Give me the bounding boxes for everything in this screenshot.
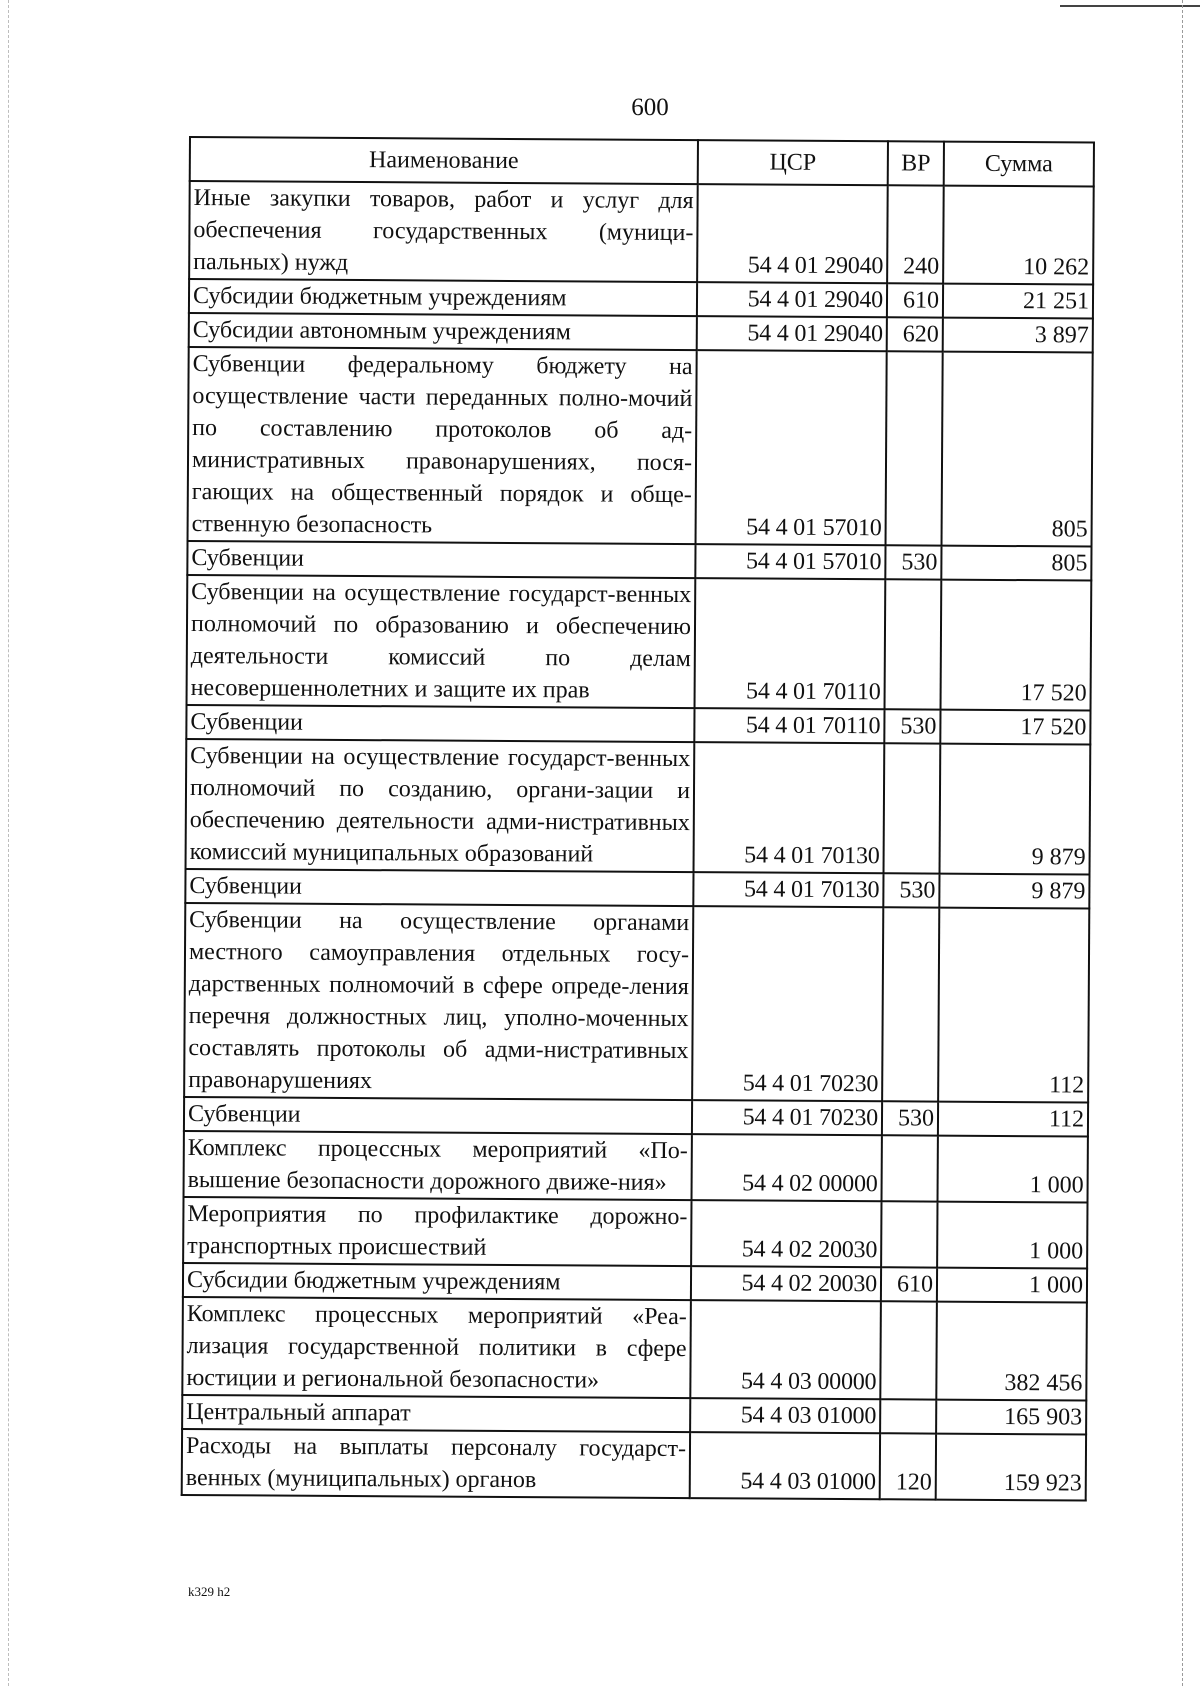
table-row <box>189 279 1093 319</box>
row-name: Субвенции <box>186 705 694 742</box>
row-name: Центральный аппарат <box>182 1395 690 1432</box>
row-vr <box>885 579 942 709</box>
table-row <box>184 903 1089 1103</box>
row-csr: 54 4 02 20030 <box>691 1200 881 1267</box>
budget-table <box>181 136 1095 1502</box>
row-sum: 9 879 <box>940 744 1091 875</box>
row-sum: 9 879 <box>939 874 1089 909</box>
row-csr: 54 4 02 20030 <box>691 1266 881 1301</box>
table-row <box>183 1263 1087 1303</box>
row-vr <box>886 351 943 545</box>
row-csr: 54 4 03 01000 <box>690 1398 880 1433</box>
row-csr: 54 4 01 29040 <box>697 316 887 351</box>
table-row <box>189 313 1093 353</box>
row-csr: 54 4 01 29040 <box>697 282 887 317</box>
table-header-row <box>190 137 1094 187</box>
row-name: Субвенции <box>187 541 695 578</box>
row-vr: 620 <box>887 317 943 351</box>
row-csr: 54 4 01 70130 <box>693 872 883 907</box>
row-sum: 1 000 <box>937 1268 1087 1303</box>
header-name: Наименование <box>190 137 698 184</box>
row-name: Иные закупки товаров, работ и услуг для обеспечения государственных (муници-пальных) нужд <box>189 181 698 282</box>
row-csr: 54 4 01 29040 <box>697 184 888 283</box>
header-csr: ЦСР <box>698 140 888 185</box>
row-vr: 530 <box>885 545 941 579</box>
table-body <box>182 181 1094 1500</box>
row-name: Субвенции федеральному бюджету на осуществление части переданных полно-мочий по составлению протоколов об ад-министративных правонарушениях, пося-гающих на общественный порядок и обще-ственную безопасность <box>188 347 697 544</box>
scan-edge-left <box>8 0 9 1686</box>
footer-code: k329 h2 <box>188 1584 231 1599</box>
row-sum: 159 923 <box>936 1434 1086 1501</box>
row-vr <box>880 1301 937 1399</box>
table-row <box>189 181 1094 285</box>
page-number: 600 <box>631 94 669 121</box>
scan-edge-top <box>1060 5 1200 7</box>
row-sum: 112 <box>938 1102 1088 1137</box>
row-name: Субсидии бюджетным учреждениям <box>183 1263 691 1300</box>
budget-table-container <box>181 136 1095 1502</box>
row-vr: 610 <box>881 1267 937 1301</box>
row-sum: 17 520 <box>940 710 1090 745</box>
table-row <box>188 347 1093 547</box>
row-sum: 805 <box>941 546 1091 581</box>
row-vr: 610 <box>887 283 943 317</box>
row-vr: 530 <box>882 1101 938 1135</box>
row-csr: 54 4 01 70110 <box>695 578 886 709</box>
row-vr <box>882 907 939 1101</box>
row-sum: 21 251 <box>943 284 1093 319</box>
row-vr <box>882 1135 938 1201</box>
row-sum: 165 903 <box>936 1400 1086 1435</box>
row-name: Субвенции на осуществление органами местного самоуправления отдельных госу-дарственных полномочий в сфере опреде-ления перечня должностных лиц, уполно-моченных составлять протоколы об адми-нистративных правонарушениях <box>184 903 693 1100</box>
row-name: Субсидии бюджетным учреждениям <box>189 279 697 316</box>
row-sum: 3 897 <box>943 318 1093 353</box>
row-name: Комплекс процессных мероприятий «Реа-лизация государственной политики в сфере юстиции и региональной безопасности» <box>182 1297 691 1398</box>
row-vr <box>881 1201 937 1267</box>
row-name: Субвенции <box>185 869 693 906</box>
header-sum: Сумма <box>944 142 1094 187</box>
table-row <box>182 1429 1086 1501</box>
row-vr: 530 <box>884 709 940 743</box>
row-vr: 240 <box>887 185 944 283</box>
table-row <box>187 541 1091 581</box>
row-sum: 1 000 <box>937 1202 1087 1269</box>
header-vr: ВР <box>888 141 944 185</box>
row-csr: 54 4 02 00000 <box>692 1134 882 1201</box>
row-vr <box>884 743 941 873</box>
table-row <box>183 1197 1087 1269</box>
table-row <box>182 1395 1086 1435</box>
row-name: Субсидии автономным учреждениям <box>189 313 697 350</box>
table-row <box>185 869 1089 909</box>
row-sum: 10 262 <box>943 186 1094 285</box>
table-row <box>184 1097 1088 1137</box>
table-row <box>182 1297 1087 1401</box>
row-vr: 120 <box>880 1433 936 1499</box>
row-sum: 382 456 <box>936 1302 1087 1401</box>
row-csr: 54 4 03 00000 <box>690 1300 881 1399</box>
row-vr: 530 <box>883 873 939 907</box>
table-row <box>187 575 1092 711</box>
row-name: Субвенции <box>184 1097 692 1134</box>
row-csr: 54 4 01 70110 <box>694 708 884 743</box>
table-row <box>186 739 1091 875</box>
row-name: Субвенции на осуществление государст-венных полномочий по образованию и обеспечению деятельности комиссий по делам несовершеннолетних и защите их прав <box>187 575 696 708</box>
row-vr <box>880 1399 936 1433</box>
row-sum: 112 <box>938 908 1089 1103</box>
row-csr: 54 4 01 57010 <box>696 350 887 545</box>
row-sum: 17 520 <box>941 580 1092 711</box>
row-csr: 54 4 01 70230 <box>692 1100 882 1135</box>
row-name: Субвенции на осуществление государст-венных полномочий по созданию, органи-зации и обеспечению деятельности адми-нистративных комиссий муниципальных образований <box>186 739 695 872</box>
scan-edge-right <box>1182 0 1183 1686</box>
row-name: Расходы на выплаты персоналу государст-венных (муниципальных) органов <box>182 1429 690 1498</box>
row-name: Мероприятия по профилактике дорожно-транспортных происшествий <box>183 1197 691 1266</box>
row-name: Комплекс процессных мероприятий «По-вышение безопасности дорожного движе-ния» <box>184 1131 692 1200</box>
row-csr: 54 4 01 70130 <box>694 742 885 873</box>
table-row <box>186 705 1090 745</box>
table-row <box>184 1131 1088 1203</box>
row-sum: 1 000 <box>938 1136 1088 1203</box>
row-sum: 805 <box>942 352 1093 547</box>
row-csr: 54 4 01 57010 <box>695 544 885 579</box>
row-csr: 54 4 03 01000 <box>690 1432 880 1499</box>
row-csr: 54 4 01 70230 <box>692 906 883 1101</box>
